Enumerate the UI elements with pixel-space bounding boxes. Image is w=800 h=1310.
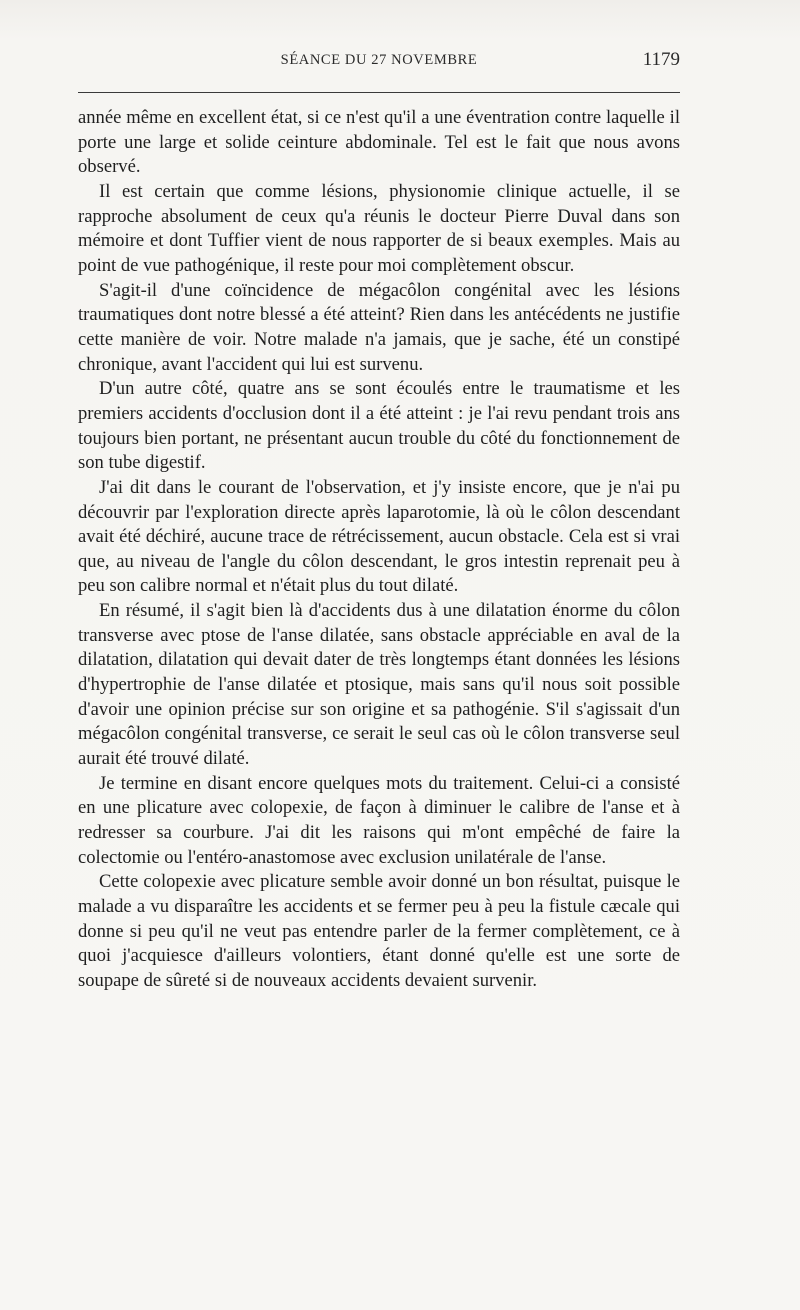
running-title: SÉANCE DU 27 NOVEMBRE bbox=[280, 52, 478, 68]
paragraph: année même en excellent état, si ce n'est qu'il a une éventration contre laquelle il porte une large et solide ceinture abdominale. Tel est le fait que nous avons observé. bbox=[78, 107, 680, 178]
page-number: 1179 bbox=[642, 49, 680, 70]
header-rule bbox=[78, 92, 680, 93]
paragraph: S'agit-il d'une coïncidence de mégacôlon congénital avec les lésions traumatiques dont notre blessé a été atteint? Rien dans les antécédents ne justifie cette manière de voir. Notre malade n'a jamais, que je sache, été un constipé chronique, avant l'accident qui lui est survenu. bbox=[78, 279, 680, 375]
paragraph: D'un autre côté, quatre ans se sont écoulés entre le traumatisme et les premiers accidents d'occlusion dont il a été atteint : je l'ai revu pendant trois ans toujours bien portant, ne présentant aucun trouble du côté du fonctionnement de son tube digestif. bbox=[78, 378, 680, 474]
paragraph: Il est certain que comme lésions, physionomie clinique actuelle, il se rapproche absolument de ceux qu'a réunis le docteur Pierre Duval dans son mémoire et dont Tuffier vient de nous rapporter de si beaux exemples. Mais au point de vue pathogénique, il reste pour moi complètement obscur. bbox=[78, 180, 680, 276]
paragraph: En résumé, il s'agit bien là d'accidents dus à une dilatation énorme du côlon transverse avec ptose de l'anse dilatée, sans obstacle appréciable en aval de la dilatation, dilatation qui devait dater de très longtemps étant données les lésions d'hypertrophie de l'anse dilatée et ptosique, mais sans qu'il nous soit possible d'avoir une opinion précise sur son origine et sa pathogénie. S'il s'agissait d'un mégacôlon congénital transverse, ce serait le seul cas où le côlon transverse seul aurait été trouvé dilaté. bbox=[78, 600, 680, 770]
paragraph: Je termine en disant encore quelques mots du traitement. Celui-ci a consisté en une plicature avec colopexie, de façon à diminuer le calibre de l'anse et à redresser sa courbure. J'ai dit les raisons qui m'ont empêché de faire la colectomie ou l'entéro-anastomose avec exclusion unilatérale de l'anse. bbox=[78, 772, 680, 868]
paragraph: J'ai dit dans le courant de l'observation, et j'y insiste encore, que je n'ai pu découvrir par l'exploration directe après laparotomie, là où le côlon descendant avait été déchiré, aucune trace de rétrécissement, aucun obstacle. Cela est si vrai que, au niveau de l'angle du côlon descendant, le gros intestin reprenait peu à peu son calibre normal et n'était plus du tout dilaté. bbox=[78, 476, 680, 597]
body-text bbox=[78, 106, 680, 994]
paragraph: Cette colopexie avec plicature semble avoir donné un bon résultat, puisque le malade a vu disparaître les accidents et se fermer peu à peu la fistule cæcale qui donne si peu qu'il ne veut pas entendre parler de la fermer complètement, ce à quoi j'acquiesce d'ailleurs volontiers, étant donné qu'elle est une sorte de soupape de sûreté si de nouveaux accidents devaient survenir. bbox=[78, 871, 680, 991]
page-header bbox=[78, 49, 680, 76]
